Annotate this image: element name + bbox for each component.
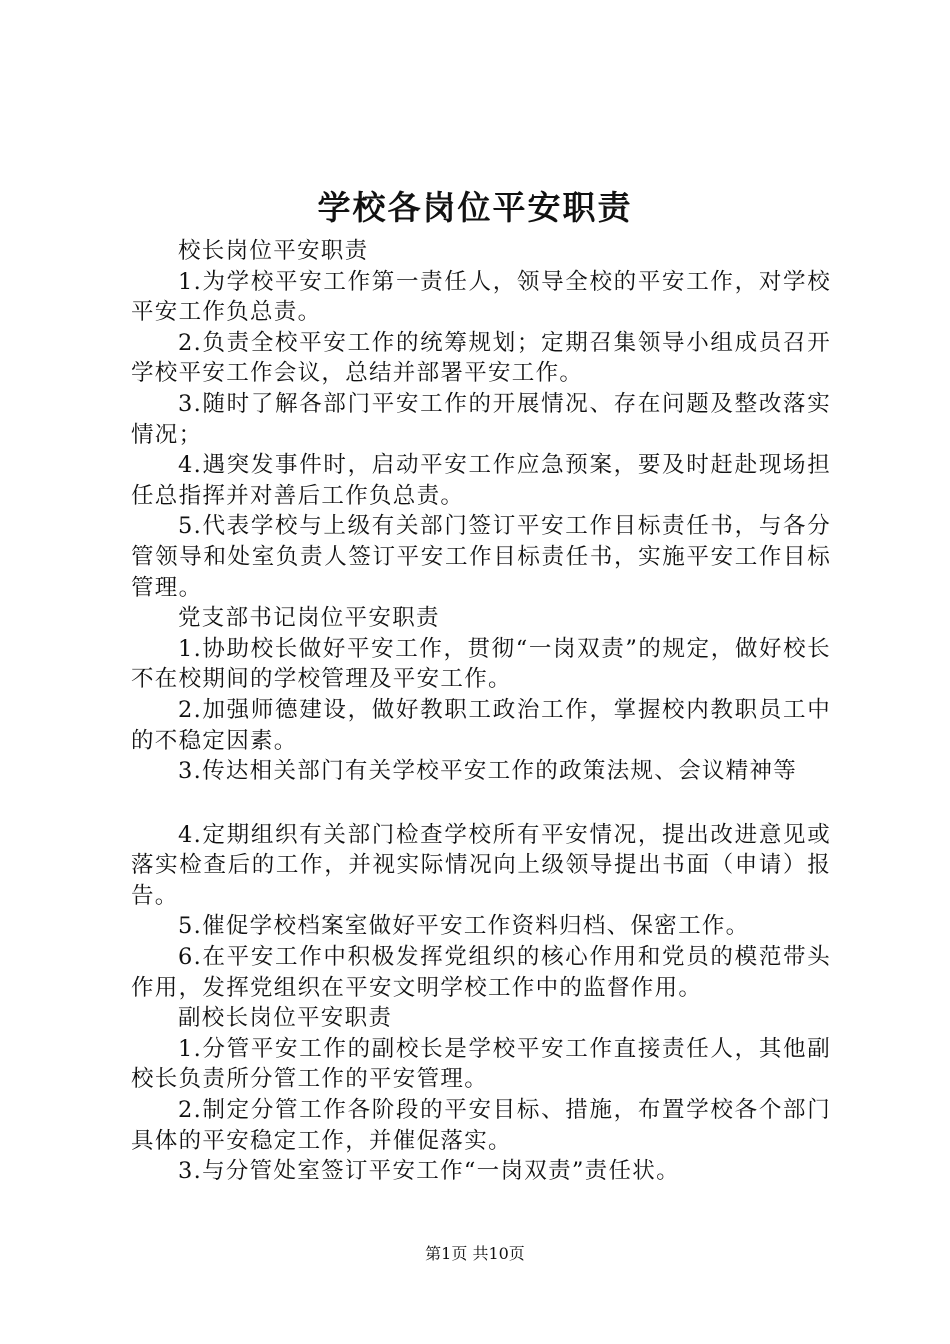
paragraph: 1.为学校平安工作第一责任人，领导全校的平安工作，对学校平安工作负总责。 — [131, 268, 831, 326]
paragraph: 2.加强师德建设，做好教职工政治工作，掌握校内教职员工中的不稳定因素。 — [131, 696, 831, 754]
section-heading-party-secretary: 党支部书记岗位平安职责 — [178, 605, 440, 632]
paragraph: 6.在平安工作中积极发挥党组织的核心作用和党员的模范带头作用，发挥党组织在平安文明学校工作中的监督作用。 — [131, 944, 831, 1001]
paragraph-spacer — [131, 787, 831, 820]
paragraph: 1.协助校长做好平安工作，贯彻“一岗双责”的规定，做好校长不在校期间的学校管理及平安工作。 — [131, 635, 831, 693]
document-title: 学校各岗位平安职责 — [317, 188, 633, 227]
paragraph: 3.传达相关部门有关学校平安工作的政策法规、会议精神等 — [178, 758, 798, 785]
section-heading-principal: 校长岗位平安职责 — [178, 238, 369, 264]
paragraph: 3.与分管处室签订平安工作“一岗双责”责任状。 — [178, 1158, 680, 1185]
paragraph: 5.催促学校档案室做好平安工作资料归档、保密工作。 — [178, 913, 750, 940]
paragraph: 3.随时了解各部门平安工作的开展情况、存在问题及整改落实情况； — [131, 390, 831, 448]
paragraph: 1.分管平安工作的副校长是学校平安工作直接责任人，其他副校长负责所分管工作的平安管理。 — [131, 1035, 831, 1093]
page-footer: 第1页 共10页 — [425, 1244, 525, 1263]
paragraph: 2.制定分管工作各阶段的平安目标、措施，布置学校各个部门具体的平安稳定工作，并催促落实。 — [131, 1097, 831, 1154]
section-heading-vice-principal: 副校长岗位平安职责 — [178, 1005, 393, 1032]
paragraph: 2.负责全校平安工作的统筹规划；定期召集领导小组成员召开学校平安工作会议，总结并部署平安工作。 — [131, 329, 831, 387]
paragraph: 4.定期组织有关部门检查学校所有平安情况，提出改进意见或落实检查后的工作，并视实际情况向上级领导提出书面（申请）报告。 — [131, 821, 831, 909]
paragraph: 5.代表学校与上级有关部门签订平安工作目标责任书，与各分管领导和处室负责人签订平安工作目标责任书，实施平安工作目标管理。 — [131, 513, 831, 601]
document-body — [131, 236, 831, 1187]
paragraph: 4.遇突发事件时，启动平安工作应急预案，要及时赶赴现场担任总指挥并对善后工作负总责。 — [131, 452, 831, 509]
